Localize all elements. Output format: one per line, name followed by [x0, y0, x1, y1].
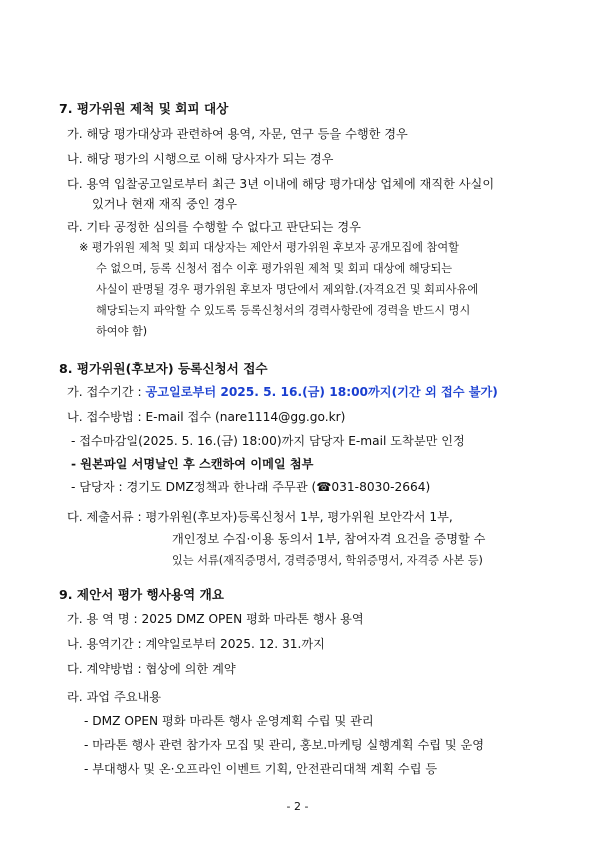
- section-7-item-ga: 가. 해당 평가대상과 관련하여 용역, 자문, 연구 등을 수행한 경우: [67, 127, 408, 141]
- page-number: - 2 -: [286, 800, 309, 813]
- section-7-note-line1: ※ 평가위원 제척 및 회피 대상자는 제안서 평가위원 후보자 공개모집에 참여할: [79, 241, 459, 254]
- section-8-dash-signature: - 원본파일 서명날인 후 스캔하여 이메일 첨부: [71, 457, 314, 471]
- section-9-heading: 9. 제안서 평가 행사용역 개요: [59, 587, 224, 602]
- section-8-dash-contact: [71, 479, 430, 495]
- contact-phone: 031-8030-2664): [331, 480, 431, 494]
- section-9-dash-events: - 부대행사 및 온·오프라인 이벤트 기획, 안전관리대책 계획 수립 등: [84, 762, 438, 776]
- section-9-dash-recruit: - 마라톤 행사 관련 참가자 모집 및 관리, 홍보.마케팅 실행계획 수립 및 운영: [84, 738, 485, 752]
- phone-icon: ☎: [316, 480, 332, 494]
- section-8-dash-deadline: - 접수마감일(2025. 5. 16.(금) 18:00)까지 담당자 E-mail 도착분만 인정: [71, 434, 465, 448]
- section-8-item-da-line2: 개인정보 수집·이용 동의서 1부, 참여자격 요건을 증명할 수: [172, 532, 486, 546]
- section-8-item-ga: [67, 384, 498, 400]
- section-7-note-line4: 해당되는지 파악할 수 있도록 등록신청서의 경력사항란에 경력을 반드시 명시: [96, 304, 471, 317]
- section-7-note-line3: 사실이 판명될 경우 평가위원 후보자 명단에서 제외함.(자격요건 및 회피사유에: [96, 283, 479, 296]
- section-9-item-da: 다. 계약방법 : 협상에 의한 계약: [67, 662, 236, 676]
- section-7-item-da-line1: 다. 용역 입찰공고일로부터 최근 3년 이내에 해당 평가대상 업체에 재직한 사실이: [67, 177, 495, 191]
- section-9-dash-plan: - DMZ OPEN 평화 마라톤 행사 운영계획 수립 및 관리: [84, 714, 374, 728]
- receipt-period-label: 가. 접수기간 :: [67, 385, 146, 399]
- section-7-item-ra: 라. 기타 공정한 심의를 수행할 수 없다고 판단되는 경우: [67, 220, 361, 234]
- section-7-item-da-line2: 있거나 현재 재직 중인 경우: [92, 197, 238, 211]
- receipt-period-value: 공고일로부터 2025. 5. 16.(금) 18:00까지(기간 외 접수 불가): [145, 385, 498, 399]
- section-9-item-na: 나. 용역기간 : 계약일로부터 2025. 12. 31.까지: [67, 637, 325, 651]
- section-7-item-na: 나. 해당 평가의 시행으로 이해 당사자가 되는 경우: [67, 152, 334, 166]
- section-7-note-line5: 하여야 함): [96, 325, 148, 338]
- contact-text: - 담당자 : 경기도 DMZ정책과 한나래 주무관 (: [71, 480, 317, 494]
- section-9-item-ra: 라. 과업 주요내용: [67, 690, 162, 704]
- section-8-heading: 8. 평가위원(후보자) 등록신청서 접수: [59, 361, 268, 376]
- section-7-heading: 7. 평가위원 제척 및 회피 대상: [59, 101, 229, 116]
- section-8-item-da-line1: 다. 제출서류 : 평가위원(후보자)등록신청서 1부, 평가위원 보안각서 1부,: [67, 510, 453, 524]
- section-7-note-line2: 수 없으며, 등록 신청서 접수 이후 평가위원 제척 및 회피 대상에 해당되는: [96, 262, 453, 275]
- section-9-item-ga: 가. 용 역 명 : 2025 DMZ OPEN 평화 마라톤 행사 용역: [67, 612, 364, 626]
- section-8-item-na: 나. 접수방법 : E-mail 접수 (nare1114@gg.go.kr): [67, 410, 346, 424]
- section-8-item-da-line3: 있는 서류(재직증명서, 경력증명서, 학위증명서, 자격증 사본 등): [172, 554, 483, 567]
